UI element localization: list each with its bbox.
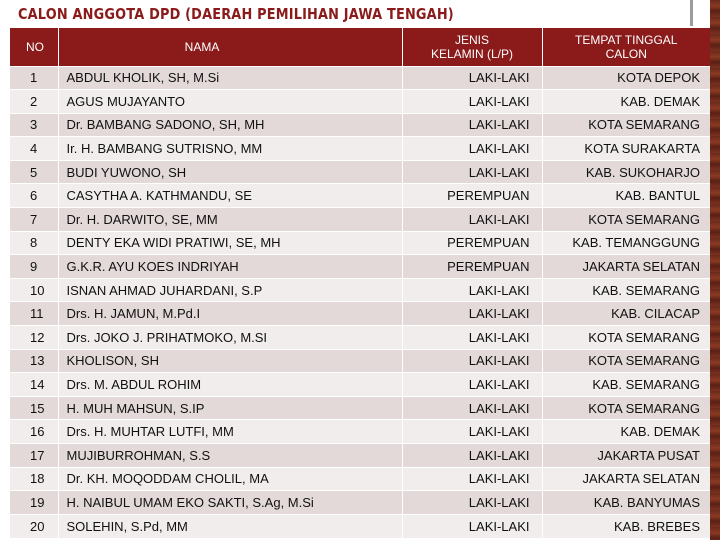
row-jenis-kelamin: LAKI-LAKI	[402, 326, 542, 350]
row-jenis-kelamin: LAKI-LAKI	[402, 113, 542, 137]
row-tempat-tinggal: KAB. SUKOHARJO	[542, 160, 710, 184]
row-no: 13	[10, 349, 58, 373]
row-nama: CASYTHA A. KATHMANDU, SE	[58, 184, 402, 208]
row-jenis-kelamin: LAKI-LAKI	[402, 137, 542, 161]
row-nama: KHOLISON, SH	[58, 349, 402, 373]
row-tempat-tinggal: KOTA SEMARANG	[542, 208, 710, 232]
row-jenis-kelamin: LAKI-LAKI	[402, 491, 542, 515]
row-jenis-kelamin: LAKI-LAKI	[402, 90, 542, 114]
table-row	[10, 184, 710, 208]
table-row	[10, 137, 710, 161]
row-tempat-tinggal: KAB. DEMAK	[542, 420, 710, 444]
row-no: 5	[10, 160, 58, 184]
header-tt-line2: CALON	[605, 46, 647, 61]
table-row	[10, 467, 710, 491]
row-tempat-tinggal: KAB. BANYUMAS	[542, 491, 710, 515]
row-jenis-kelamin: LAKI-LAKI	[402, 278, 542, 302]
row-nama: SOLEHIN, S.Pd, MM	[58, 514, 402, 538]
row-no: 17	[10, 444, 58, 468]
table-row	[10, 373, 710, 397]
row-jenis-kelamin: LAKI-LAKI	[402, 396, 542, 420]
row-nama: G.K.R. AYU KOES INDRIYAH	[58, 255, 402, 279]
row-jenis-kelamin: PEREMPUAN	[402, 184, 542, 208]
row-nama: H. NAIBUL UMAM EKO SAKTI, S.Ag, M.Si	[58, 491, 402, 515]
row-jenis-kelamin: LAKI-LAKI	[402, 160, 542, 184]
header-jk-line2: KELAMIN (L/P)	[430, 46, 514, 61]
row-tempat-tinggal: KAB. SEMARANG	[542, 373, 710, 397]
row-nama: Drs. H. JAMUN, M.Pd.I	[58, 302, 402, 326]
row-no: 7	[10, 208, 58, 232]
row-tempat-tinggal: JAKARTA PUSAT	[542, 444, 710, 468]
candidate-table	[10, 28, 710, 538]
row-jenis-kelamin: PEREMPUAN	[402, 231, 542, 255]
header-tempat-tinggal	[542, 28, 710, 66]
row-nama: MUJIBURROHMAN, S.S	[58, 444, 402, 468]
row-jenis-kelamin: LAKI-LAKI	[402, 373, 542, 397]
row-nama: AGUS MUJAYANTO	[58, 90, 402, 114]
row-no: 2	[10, 90, 58, 114]
row-tempat-tinggal: KAB. DEMAK	[542, 90, 710, 114]
row-jenis-kelamin: LAKI-LAKI	[402, 66, 542, 90]
row-no: 14	[10, 373, 58, 397]
header-no: NO	[10, 28, 58, 66]
row-tempat-tinggal: KAB. BREBES	[542, 514, 710, 538]
row-nama: ABDUL KHOLIK, SH, M.Si	[58, 66, 402, 90]
row-no: 20	[10, 514, 58, 538]
row-tempat-tinggal: KOTA SURAKARTA	[542, 137, 710, 161]
row-nama: ISNAN AHMAD JUHARDANI, S.P	[58, 278, 402, 302]
row-tempat-tinggal: KOTA SEMARANG	[542, 113, 710, 137]
row-no: 19	[10, 491, 58, 515]
row-tempat-tinggal: JAKARTA SELATAN	[542, 467, 710, 491]
row-tempat-tinggal: KOTA SEMARANG	[542, 326, 710, 350]
table-row	[10, 231, 710, 255]
table-row	[10, 113, 710, 137]
table-body	[10, 66, 710, 538]
table-row	[10, 208, 710, 232]
row-nama: BUDI YUWONO, SH	[58, 160, 402, 184]
header-jk-line1: JENIS	[454, 32, 489, 47]
row-jenis-kelamin: PEREMPUAN	[402, 255, 542, 279]
table-row	[10, 396, 710, 420]
row-nama: DENTY EKA WIDI PRATIWI, SE, MH	[58, 231, 402, 255]
table-row	[10, 491, 710, 515]
row-jenis-kelamin: LAKI-LAKI	[402, 349, 542, 373]
decorative-side-panel	[710, 0, 720, 540]
table-row	[10, 420, 710, 444]
table-row	[10, 160, 710, 184]
row-nama: H. MUH MAHSUN, S.IP	[58, 396, 402, 420]
row-no: 1	[10, 66, 58, 90]
row-tempat-tinggal: KOTA SEMARANG	[542, 349, 710, 373]
header-nama: NAMA	[58, 28, 402, 66]
row-no: 15	[10, 396, 58, 420]
row-no: 16	[10, 420, 58, 444]
row-tempat-tinggal: KAB. BANTUL	[542, 184, 710, 208]
row-jenis-kelamin: LAKI-LAKI	[402, 444, 542, 468]
table-header-row	[10, 28, 710, 66]
row-no: 4	[10, 137, 58, 161]
table-row	[10, 278, 710, 302]
table-row	[10, 66, 710, 90]
row-no: 11	[10, 302, 58, 326]
table-row	[10, 444, 710, 468]
table-row	[10, 514, 710, 538]
row-jenis-kelamin: LAKI-LAKI	[402, 302, 542, 326]
table-row	[10, 326, 710, 350]
row-tempat-tinggal: KAB. TEMANGGUNG	[542, 231, 710, 255]
row-no: 6	[10, 184, 58, 208]
row-tempat-tinggal: JAKARTA SELATAN	[542, 255, 710, 279]
row-tempat-tinggal: KOTA DEPOK	[542, 66, 710, 90]
row-no: 3	[10, 113, 58, 137]
header-tt-line1: TEMPAT TINGGAL	[575, 32, 678, 47]
row-no: 12	[10, 326, 58, 350]
row-no: 9	[10, 255, 58, 279]
table-row	[10, 349, 710, 373]
row-jenis-kelamin: LAKI-LAKI	[402, 467, 542, 491]
table-row	[10, 302, 710, 326]
row-jenis-kelamin: LAKI-LAKI	[402, 420, 542, 444]
header-jenis-kelamin	[402, 28, 542, 66]
row-nama: Dr. BAMBANG SADONO, SH, MH	[58, 113, 402, 137]
table-row	[10, 90, 710, 114]
row-nama: Dr. KH. MOQODDAM CHOLIL, MA	[58, 467, 402, 491]
row-nama: Drs. H. MUHTAR LUTFI, MM	[58, 420, 402, 444]
row-no: 8	[10, 231, 58, 255]
row-no: 18	[10, 467, 58, 491]
table-row	[10, 255, 710, 279]
row-tempat-tinggal: KAB. CILACAP	[542, 302, 710, 326]
page-title: CALON ANGGOTA DPD (DAERAH PEMILIHAN JAWA TENGAH)	[18, 5, 454, 23]
row-jenis-kelamin: LAKI-LAKI	[402, 514, 542, 538]
decorative-bar	[690, 0, 693, 26]
row-tempat-tinggal: KOTA SEMARANG	[542, 396, 710, 420]
row-nama: Drs. M. ABDUL ROHIM	[58, 373, 402, 397]
row-nama: Dr. H. DARWITO, SE, MM	[58, 208, 402, 232]
row-no: 10	[10, 278, 58, 302]
row-nama: Drs. JOKO J. PRIHATMOKO, M.SI	[58, 326, 402, 350]
row-jenis-kelamin: LAKI-LAKI	[402, 208, 542, 232]
row-nama: Ir. H. BAMBANG SUTRISNO, MM	[58, 137, 402, 161]
row-tempat-tinggal: KAB. SEMARANG	[542, 278, 710, 302]
